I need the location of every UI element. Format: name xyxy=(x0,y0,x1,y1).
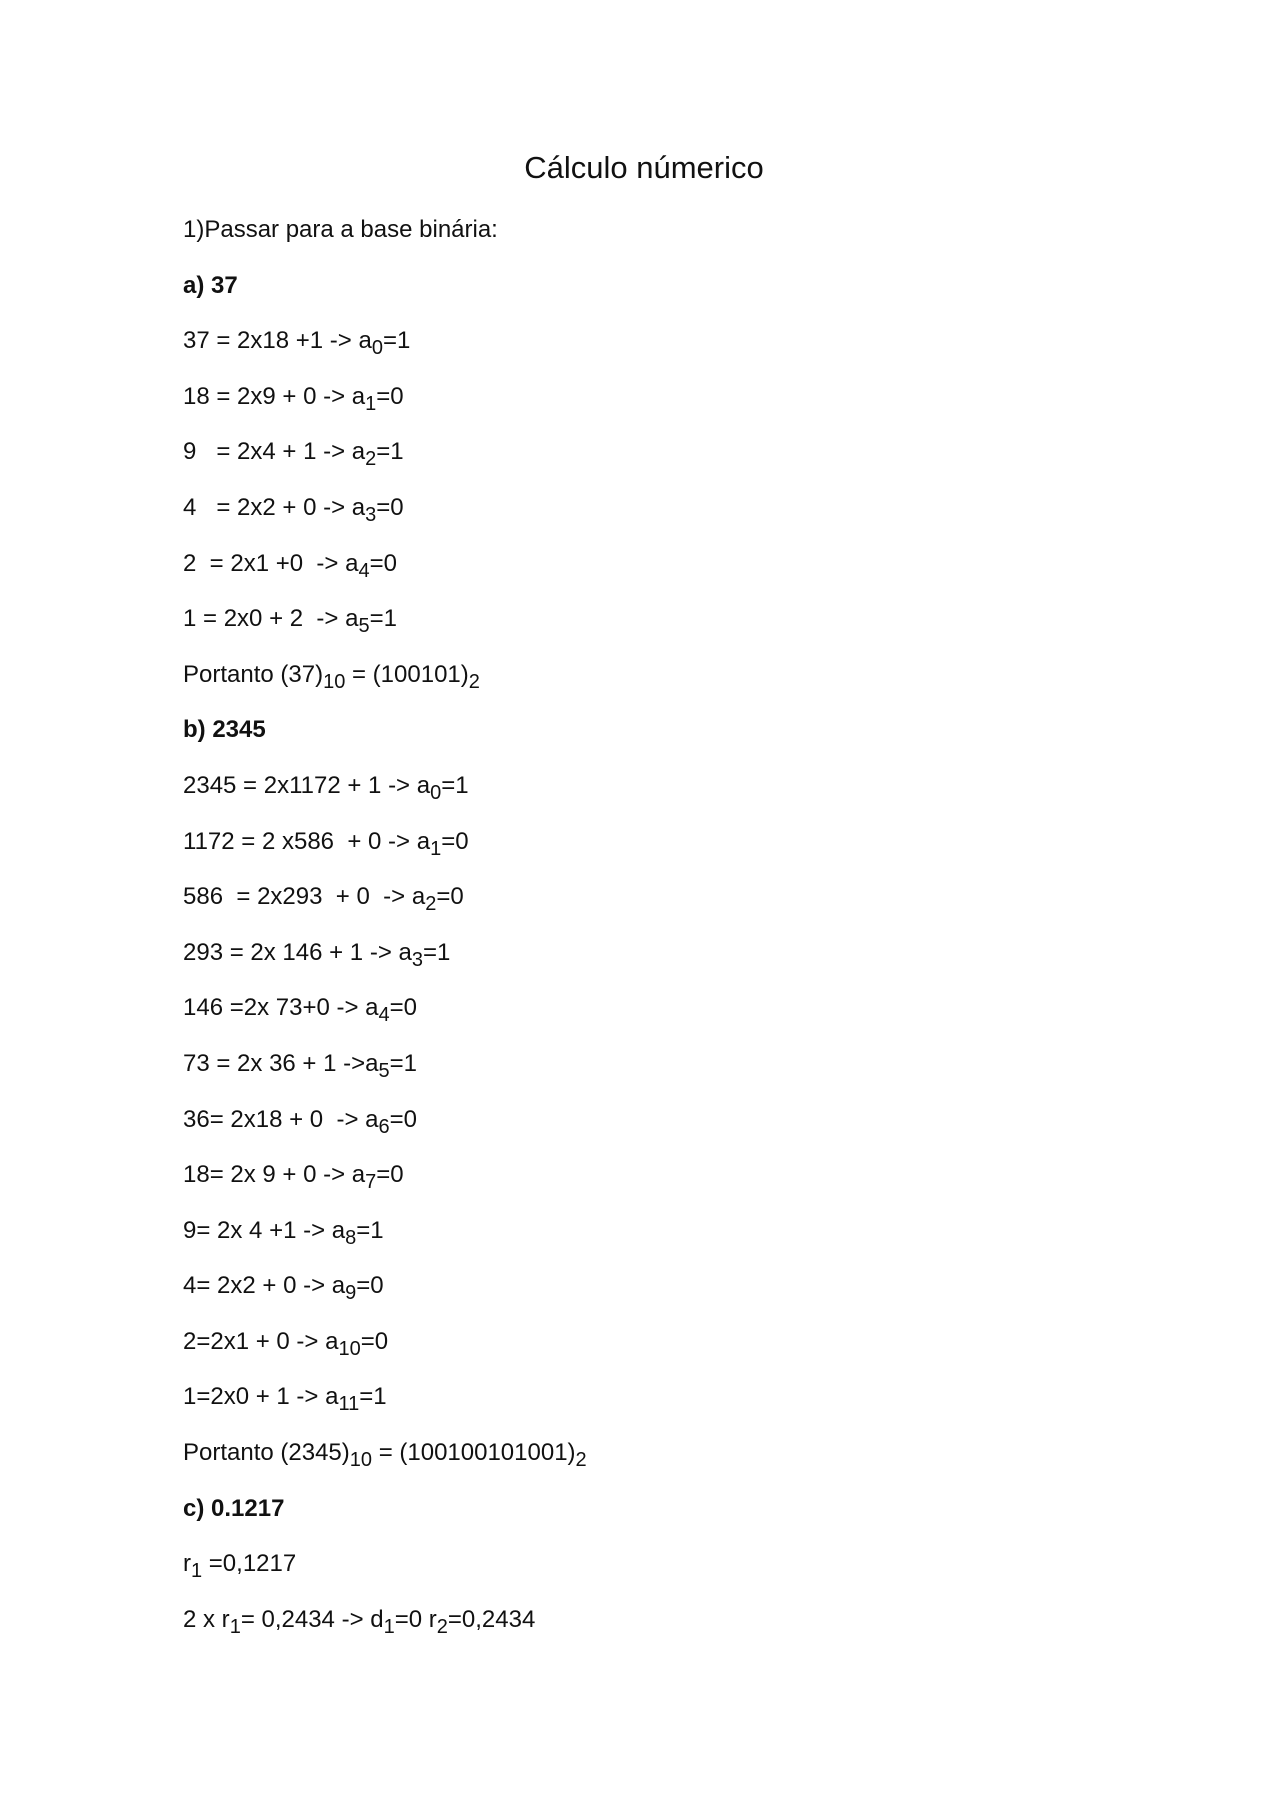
subscript: 5 xyxy=(358,614,370,637)
section-heading: a) 37 xyxy=(183,271,238,299)
text-segment: 2345 = 2x1172 + 1 -> a xyxy=(183,771,431,799)
text-segment: =0 xyxy=(441,827,469,855)
subscript: 2 xyxy=(425,892,437,915)
text-segment: =1 xyxy=(422,938,451,966)
text-line: 1)Passar para a base binária: xyxy=(183,216,498,243)
text-segment: Portanto (37) xyxy=(183,660,324,688)
subscript: 11 xyxy=(338,1393,360,1416)
subscript: 0 xyxy=(371,336,383,359)
text-segment: 9= 2x 4 +1 -> a xyxy=(183,1216,346,1244)
text-segment: = (100101) xyxy=(345,660,469,688)
subscript: 2 xyxy=(575,1448,587,1471)
text-line xyxy=(183,990,1183,1046)
text-segment: 2 = 2x1 +0 -> a xyxy=(183,549,359,577)
subscript: 1 xyxy=(383,1615,395,1638)
text-line xyxy=(183,1213,1183,1269)
text-segment: 1172 = 2 x586 + 0 -> a xyxy=(183,827,431,855)
text-line xyxy=(183,1435,1183,1491)
text-line xyxy=(183,434,1183,490)
text-segment: r xyxy=(183,1550,191,1578)
subscript: 10 xyxy=(323,670,346,693)
text-segment: 4 = 2x2 + 0 -> a xyxy=(183,493,366,521)
text-segment: 9 = 2x4 + 1 -> a xyxy=(183,438,366,466)
subscript: 3 xyxy=(411,948,423,971)
text-segment: 18 = 2x9 + 0 -> a xyxy=(183,382,366,410)
text-line xyxy=(183,1602,1183,1658)
subscript: 8 xyxy=(345,1226,357,1249)
text-line xyxy=(183,1102,1183,1158)
text-line xyxy=(183,323,1183,379)
text-segment: =1 xyxy=(441,771,469,799)
section-heading: c) 0.1217 xyxy=(183,1494,285,1522)
subscript: 1 xyxy=(430,837,442,860)
text-segment: 73 = 2x 36 + 1 ->a xyxy=(183,1049,379,1077)
text-segment: =0 r xyxy=(394,1605,437,1633)
subscript: 10 xyxy=(338,1337,361,1360)
subscript: 2 xyxy=(436,1615,448,1638)
text-line xyxy=(183,768,1183,824)
text-segment: =0 xyxy=(376,493,404,521)
subscript: 5 xyxy=(378,1059,390,1082)
text-line xyxy=(183,1268,1183,1324)
subscript: 1 xyxy=(229,1615,241,1638)
text-segment: = (100100101001) xyxy=(372,1439,576,1467)
subscript: 7 xyxy=(365,1170,377,1193)
text-line xyxy=(183,824,1183,880)
text-segment: = 0,2434 -> d xyxy=(240,1605,384,1633)
text-segment: =0 xyxy=(376,382,404,410)
text-line xyxy=(183,379,1183,435)
text-line xyxy=(183,879,1183,935)
text-segment: =0,1217 xyxy=(202,1550,297,1578)
subscript: 1 xyxy=(365,392,377,415)
text-segment: =0 xyxy=(389,1105,417,1133)
text-line xyxy=(183,490,1183,546)
text-line xyxy=(183,1379,1183,1435)
subscript: 6 xyxy=(378,1115,390,1138)
text-line xyxy=(183,546,1183,602)
subscript: 2 xyxy=(365,448,377,471)
subscript: 10 xyxy=(349,1448,373,1471)
subscript: 1 xyxy=(191,1560,203,1583)
text-segment: =1 xyxy=(376,438,404,466)
text-segment: 1=2x0 + 1 -> a xyxy=(183,1383,339,1411)
subscript: 0 xyxy=(430,781,442,804)
text-segment: 146 =2x 73+0 -> a xyxy=(183,994,379,1022)
text-segment: =0 xyxy=(376,1161,404,1189)
text-line xyxy=(183,1546,1183,1602)
text-segment: 2=2x1 + 0 -> a xyxy=(183,1327,339,1355)
text-segment: =1 xyxy=(382,327,411,355)
text-segment: 293 = 2x 146 + 1 -> a xyxy=(183,938,412,966)
subscript: 4 xyxy=(378,1004,390,1027)
text-segment: 37 = 2x18 +1 -> a xyxy=(183,327,372,355)
text-segment: =1 xyxy=(356,1216,384,1244)
text-segment: 4= 2x2 + 0 -> a xyxy=(183,1272,346,1300)
text-segment: =0 xyxy=(436,883,464,911)
text-segment: Portanto (2345) xyxy=(183,1439,350,1467)
text-segment: =1 xyxy=(389,1049,417,1077)
text-segment: 18= 2x 9 + 0 -> a xyxy=(183,1161,366,1189)
text-segment: =0 xyxy=(360,1327,389,1355)
text-segment: =0 xyxy=(369,549,397,577)
subscript: 4 xyxy=(358,559,370,582)
text-line xyxy=(183,1157,1183,1213)
text-line xyxy=(183,601,1183,657)
text-segment: 36= 2x18 + 0 -> a xyxy=(183,1105,379,1133)
text-segment: =1 xyxy=(359,1383,387,1411)
document-body xyxy=(183,212,1183,1657)
subscript: 2 xyxy=(468,670,480,693)
text-segment: =0 xyxy=(389,994,417,1022)
text-segment: 1 = 2x0 + 2 -> a xyxy=(183,605,359,633)
text-segment: =1 xyxy=(369,605,397,633)
text-segment: 2 x r xyxy=(183,1605,230,1633)
text-line xyxy=(183,935,1183,991)
text-segment: =0 xyxy=(356,1272,384,1300)
page-title: Cálculo númerico xyxy=(524,150,764,185)
text-line xyxy=(183,657,1183,713)
subscript: 3 xyxy=(365,503,377,526)
text-segment: 586 = 2x293 + 0 -> a xyxy=(183,883,426,911)
text-segment: =0,2434 xyxy=(447,1605,536,1633)
text-line xyxy=(183,1046,1183,1102)
section-heading: b) 2345 xyxy=(183,716,266,744)
subscript: 9 xyxy=(345,1282,357,1305)
text-line xyxy=(183,1324,1183,1380)
